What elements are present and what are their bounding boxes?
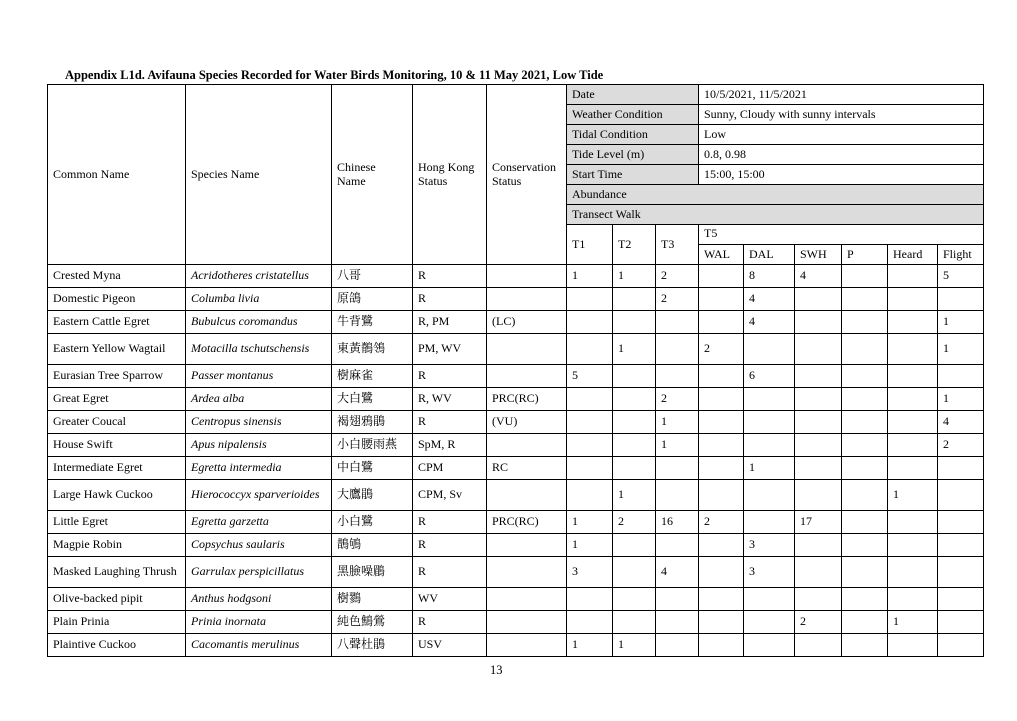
species-name-cell: Apus nipalensis <box>186 434 332 457</box>
common-name-cell: Intermediate Egret <box>48 457 186 480</box>
hk-status-cell: R <box>413 411 487 434</box>
t2-count: 1 <box>613 634 656 657</box>
flight-count: 1 <box>938 334 984 365</box>
t3-count: 1 <box>656 411 699 434</box>
t3-count: 2 <box>656 388 699 411</box>
t2-count <box>613 457 656 480</box>
t1-count <box>567 411 613 434</box>
t1-count <box>567 434 613 457</box>
flight-count: 1 <box>938 388 984 411</box>
flight-count <box>938 634 984 657</box>
wal-count <box>699 265 744 288</box>
swh-count: 4 <box>795 265 842 288</box>
table-row <box>48 434 984 457</box>
conservation-status-cell <box>487 365 567 388</box>
table-row <box>48 365 984 388</box>
heard-count <box>888 534 938 557</box>
p-count <box>842 557 888 588</box>
t3-count: 16 <box>656 511 699 534</box>
chinese-name-cell: 樹鷚 <box>332 588 413 611</box>
header-common-name: Common Name <box>48 85 186 265</box>
dal-count: 3 <box>744 557 795 588</box>
common-name-cell: Eastern Yellow Wagtail <box>48 334 186 365</box>
t1-count <box>567 334 613 365</box>
common-name-cell: Crested Myna <box>48 265 186 288</box>
flight-count <box>938 511 984 534</box>
chinese-name-cell: 純色鷦鶯 <box>332 611 413 634</box>
chinese-name-cell: 八聲杜鵑 <box>332 634 413 657</box>
swh-count <box>795 365 842 388</box>
wal-count <box>699 634 744 657</box>
common-name-cell: Little Egret <box>48 511 186 534</box>
swh-count <box>795 634 842 657</box>
swh-count <box>795 334 842 365</box>
t3-count <box>656 611 699 634</box>
hk-status-cell: CPM, Sv <box>413 480 487 511</box>
p-count <box>842 365 888 388</box>
species-name-cell: Egretta intermedia <box>186 457 332 480</box>
swh-count <box>795 457 842 480</box>
heard-count: 1 <box>888 611 938 634</box>
wal-count <box>699 388 744 411</box>
species-name-cell: Anthus hodgsoni <box>186 588 332 611</box>
t1-count <box>567 588 613 611</box>
species-name-cell: Garrulax perspicillatus <box>186 557 332 588</box>
species-name-cell: Columba livia <box>186 288 332 311</box>
chinese-name-cell: 大鷹鵑 <box>332 480 413 511</box>
swh-count <box>795 588 842 611</box>
t2-count <box>613 534 656 557</box>
col-header-t2: T2 <box>613 225 656 265</box>
swh-count <box>795 557 842 588</box>
p-count <box>842 334 888 365</box>
dal-count <box>744 511 795 534</box>
hk-status-cell: PM, WV <box>413 334 487 365</box>
hk-status-cell: R <box>413 557 487 588</box>
start-time-value: 15:00, 15:00 <box>699 165 984 185</box>
conservation-status-cell <box>487 588 567 611</box>
common-name-cell: Olive-backed pipit <box>48 588 186 611</box>
species-name-cell: Acridotheres cristatellus <box>186 265 332 288</box>
t1-count <box>567 388 613 411</box>
table-row <box>48 265 984 288</box>
t1-count: 1 <box>567 511 613 534</box>
t2-count: 1 <box>613 480 656 511</box>
hk-status-cell: R, PM <box>413 311 487 334</box>
header-chinese-name: Chinese Name <box>332 85 413 265</box>
wal-count <box>699 434 744 457</box>
species-name-cell: Prinia inornata <box>186 611 332 634</box>
hk-status-cell: CPM <box>413 457 487 480</box>
flight-count: 2 <box>938 434 984 457</box>
table-row <box>48 557 984 588</box>
transect-walk-label: Transect Walk <box>567 205 984 225</box>
dal-count <box>744 388 795 411</box>
t1-count: 1 <box>567 534 613 557</box>
p-count <box>842 588 888 611</box>
p-count <box>842 311 888 334</box>
common-name-cell: Large Hawk Cuckoo <box>48 480 186 511</box>
wal-count <box>699 457 744 480</box>
t2-count <box>613 611 656 634</box>
wal-count <box>699 365 744 388</box>
flight-count: 5 <box>938 265 984 288</box>
p-count <box>842 611 888 634</box>
species-name-cell: Centropus sinensis <box>186 411 332 434</box>
heard-count <box>888 411 938 434</box>
t3-count <box>656 588 699 611</box>
hk-status-cell: R <box>413 265 487 288</box>
conservation-status-cell <box>487 265 567 288</box>
hk-status-cell: R <box>413 365 487 388</box>
chinese-name-cell: 牛背鷺 <box>332 311 413 334</box>
common-name-cell: Magpie Robin <box>48 534 186 557</box>
dal-count: 1 <box>744 457 795 480</box>
swh-count: 17 <box>795 511 842 534</box>
t1-count <box>567 457 613 480</box>
wal-count <box>699 480 744 511</box>
species-name-cell: Ardea alba <box>186 388 332 411</box>
t1-count <box>567 480 613 511</box>
hk-status-cell: R <box>413 288 487 311</box>
swh-count: 2 <box>795 611 842 634</box>
hk-status-cell: USV <box>413 634 487 657</box>
t3-count <box>656 634 699 657</box>
flight-count <box>938 588 984 611</box>
t2-count <box>613 388 656 411</box>
t2-count <box>613 411 656 434</box>
wal-count <box>699 534 744 557</box>
heard-count: 1 <box>888 480 938 511</box>
wal-count <box>699 557 744 588</box>
heard-count <box>888 588 938 611</box>
t1-count: 3 <box>567 557 613 588</box>
common-name-cell: Eurasian Tree Sparrow <box>48 365 186 388</box>
t1-count <box>567 311 613 334</box>
dal-count: 4 <box>744 288 795 311</box>
species-name-cell: Egretta garzetta <box>186 511 332 534</box>
chinese-name-cell: 小白腰雨燕 <box>332 434 413 457</box>
hk-status-cell: SpM, R <box>413 434 487 457</box>
t3-count <box>656 480 699 511</box>
conservation-status-cell: PRC(RC) <box>487 511 567 534</box>
header-species-name: Species Name <box>186 85 332 265</box>
col-header-wal: WAL <box>699 245 744 265</box>
species-name-cell: Hierococcyx sparverioides <box>186 480 332 511</box>
header-conservation-status: Conservation Status <box>487 85 567 265</box>
t3-count <box>656 365 699 388</box>
p-count <box>842 288 888 311</box>
t3-count <box>656 534 699 557</box>
col-header-t5: T5 <box>699 225 984 245</box>
swh-count <box>795 434 842 457</box>
chinese-name-cell: 大白鷺 <box>332 388 413 411</box>
p-count <box>842 534 888 557</box>
table-row <box>48 511 984 534</box>
heard-count <box>888 265 938 288</box>
flight-count <box>938 457 984 480</box>
conservation-status-cell <box>487 288 567 311</box>
wal-count <box>699 411 744 434</box>
table-row <box>48 334 984 365</box>
flight-count <box>938 534 984 557</box>
table-row <box>48 388 984 411</box>
chinese-name-cell: 樹麻雀 <box>332 365 413 388</box>
abundance-label: Abundance <box>567 185 984 205</box>
common-name-cell: Great Egret <box>48 388 186 411</box>
common-name-cell: Masked Laughing Thrush <box>48 557 186 588</box>
dal-count <box>744 411 795 434</box>
table-row <box>48 480 984 511</box>
swh-count <box>795 480 842 511</box>
common-name-cell: Domestic Pigeon <box>48 288 186 311</box>
t1-count: 5 <box>567 365 613 388</box>
heard-count <box>888 457 938 480</box>
heard-count <box>888 334 938 365</box>
heard-count <box>888 634 938 657</box>
table-row <box>48 634 984 657</box>
conservation-status-cell: (LC) <box>487 311 567 334</box>
chinese-name-cell: 小白鷺 <box>332 511 413 534</box>
species-name-cell: Motacilla tschutschensis <box>186 334 332 365</box>
dal-count <box>744 480 795 511</box>
flight-count: 1 <box>938 311 984 334</box>
chinese-name-cell: 中白鷺 <box>332 457 413 480</box>
t2-count <box>613 311 656 334</box>
conservation-status-cell <box>487 480 567 511</box>
p-count <box>842 480 888 511</box>
heard-count <box>888 311 938 334</box>
conservation-status-cell: (VU) <box>487 411 567 434</box>
weather-value: Sunny, Cloudy with sunny intervals <box>699 105 984 125</box>
swh-count <box>795 288 842 311</box>
t2-count <box>613 557 656 588</box>
tidal-value: Low <box>699 125 984 145</box>
t3-count: 2 <box>656 265 699 288</box>
p-count <box>842 634 888 657</box>
t2-count <box>613 365 656 388</box>
p-count <box>842 511 888 534</box>
date-value: 10/5/2021, 11/5/2021 <box>699 85 984 105</box>
conservation-status-cell: RC <box>487 457 567 480</box>
common-name-cell: Greater Coucal <box>48 411 186 434</box>
conservation-status-cell <box>487 534 567 557</box>
species-name-cell: Passer montanus <box>186 365 332 388</box>
col-header-t1: T1 <box>567 225 613 265</box>
dal-count: 3 <box>744 534 795 557</box>
date-label: Date <box>567 85 699 105</box>
table-row <box>48 457 984 480</box>
common-name-cell: Eastern Cattle Egret <box>48 311 186 334</box>
common-name-cell: Plaintive Cuckoo <box>48 634 186 657</box>
flight-count <box>938 480 984 511</box>
table-row <box>48 411 984 434</box>
col-header-dal: DAL <box>744 245 795 265</box>
wal-count <box>699 611 744 634</box>
tide-level-label: Tide Level (m) <box>567 145 699 165</box>
t1-count: 1 <box>567 265 613 288</box>
species-name-cell: Bubulcus coromandus <box>186 311 332 334</box>
conservation-status-cell <box>487 611 567 634</box>
conservation-status-cell <box>487 634 567 657</box>
dal-count: 4 <box>744 311 795 334</box>
table-row <box>48 288 984 311</box>
t2-count <box>613 434 656 457</box>
swh-count <box>795 534 842 557</box>
heard-count <box>888 288 938 311</box>
t1-count: 1 <box>567 634 613 657</box>
heard-count <box>888 434 938 457</box>
page-title: Appendix L1d. Avifauna Species Recorded for Water Birds Monitoring, 10 & 11 May 2021, Low Tide <box>65 68 604 82</box>
common-name-cell: House Swift <box>48 434 186 457</box>
col-header-t3: T3 <box>656 225 699 265</box>
page-number: 13 <box>490 663 503 677</box>
species-name-cell: Cacomantis merulinus <box>186 634 332 657</box>
p-count <box>842 411 888 434</box>
species-name-cell: Copsychus saularis <box>186 534 332 557</box>
header-hk-status: Hong Kong Status <box>413 85 487 265</box>
dal-count <box>744 634 795 657</box>
wal-count: 2 <box>699 511 744 534</box>
wal-count <box>699 588 744 611</box>
conservation-status-cell: PRC(RC) <box>487 388 567 411</box>
heard-count <box>888 365 938 388</box>
p-count <box>842 457 888 480</box>
heard-count <box>888 511 938 534</box>
dal-count <box>744 588 795 611</box>
t1-count <box>567 288 613 311</box>
col-header-swh: SWH <box>795 245 842 265</box>
flight-count <box>938 557 984 588</box>
wal-count <box>699 311 744 334</box>
table-row <box>48 588 984 611</box>
p-count <box>842 388 888 411</box>
hk-status-cell: R, WV <box>413 388 487 411</box>
tide-level-value: 0.8, 0.98 <box>699 145 984 165</box>
t2-count: 2 <box>613 511 656 534</box>
t2-count: 1 <box>613 334 656 365</box>
t3-count <box>656 311 699 334</box>
weather-label: Weather Condition <box>567 105 699 125</box>
hk-status-cell: R <box>413 511 487 534</box>
swh-count <box>795 311 842 334</box>
hk-status-cell: R <box>413 611 487 634</box>
hk-status-cell: WV <box>413 588 487 611</box>
col-header-heard: Heard <box>888 245 938 265</box>
col-header-flight: Flight <box>938 245 984 265</box>
p-count <box>842 265 888 288</box>
t3-count: 1 <box>656 434 699 457</box>
conservation-status-cell <box>487 334 567 365</box>
t2-count <box>613 588 656 611</box>
flight-count <box>938 611 984 634</box>
wal-count <box>699 288 744 311</box>
chinese-name-cell: 黑臉噪鶥 <box>332 557 413 588</box>
t3-count: 4 <box>656 557 699 588</box>
flight-count <box>938 288 984 311</box>
heard-count <box>888 557 938 588</box>
p-count <box>842 434 888 457</box>
t3-count <box>656 457 699 480</box>
table-row <box>48 311 984 334</box>
flight-count <box>938 365 984 388</box>
flight-count: 4 <box>938 411 984 434</box>
heard-count <box>888 388 938 411</box>
header-row-date <box>48 85 984 105</box>
dal-count <box>744 334 795 365</box>
chinese-name-cell: 鵲鴝 <box>332 534 413 557</box>
swh-count <box>795 388 842 411</box>
table-row <box>48 534 984 557</box>
table-row <box>48 611 984 634</box>
t3-count: 2 <box>656 288 699 311</box>
species-table <box>47 84 984 657</box>
chinese-name-cell: 原鴿 <box>332 288 413 311</box>
t3-count <box>656 334 699 365</box>
hk-status-cell: R <box>413 534 487 557</box>
t2-count: 1 <box>613 265 656 288</box>
conservation-status-cell <box>487 557 567 588</box>
dal-count <box>744 434 795 457</box>
conservation-status-cell <box>487 434 567 457</box>
swh-count <box>795 411 842 434</box>
wal-count: 2 <box>699 334 744 365</box>
dal-count: 8 <box>744 265 795 288</box>
col-header-p: P <box>842 245 888 265</box>
chinese-name-cell: 東黃鶺鴒 <box>332 334 413 365</box>
tidal-label: Tidal Condition <box>567 125 699 145</box>
common-name-cell: Plain Prinia <box>48 611 186 634</box>
chinese-name-cell: 褐翅鴉鵑 <box>332 411 413 434</box>
chinese-name-cell: 八哥 <box>332 265 413 288</box>
t2-count <box>613 288 656 311</box>
dal-count <box>744 611 795 634</box>
start-time-label: Start Time <box>567 165 699 185</box>
dal-count: 6 <box>744 365 795 388</box>
t1-count <box>567 611 613 634</box>
